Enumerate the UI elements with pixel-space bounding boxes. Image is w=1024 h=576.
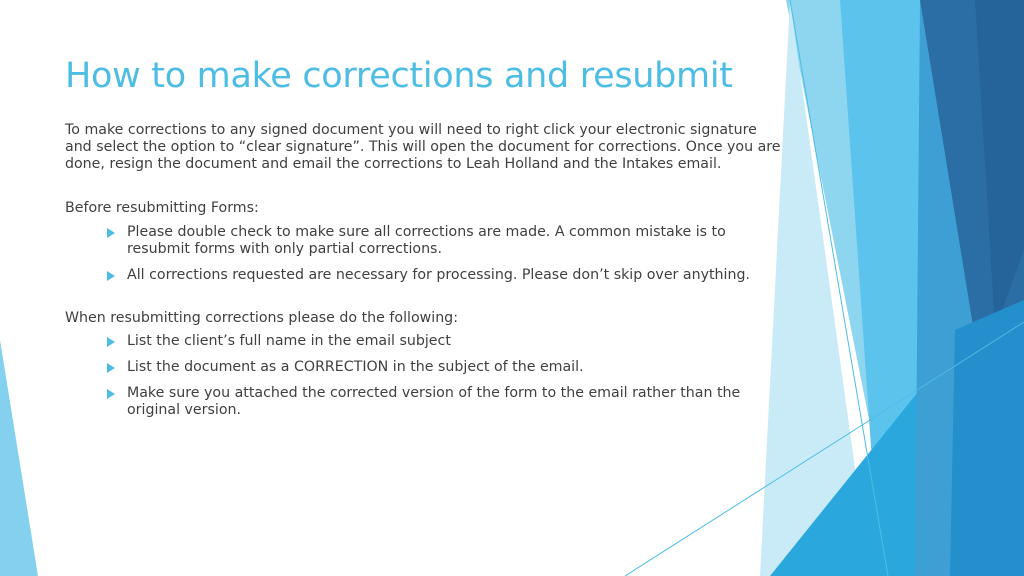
slide-body [65, 122, 785, 428]
intro-paragraph: To make corrections to any signed document you will need to right click your electronic signature and select the option to “clear signature”. This will open the document for corrections. Once you are done, resign the document and email the corrections to Leah Holland and the Intakes email. [65, 122, 781, 172]
triangle-bullet-icon [107, 389, 115, 399]
bullet-list-before-resubmitting [65, 224, 785, 283]
triangle-bullet-icon [107, 271, 115, 281]
left-accent-shape [0, 340, 38, 576]
list-item-text: Make sure you attached the corrected version of the form to the email rather than the original version. [127, 384, 741, 418]
list-item-text: Please double check to make sure all corrections are made. A common mistake is to resubmit forms with only partial corrections. [127, 224, 726, 257]
list-item [127, 267, 785, 284]
list-item [127, 385, 785, 419]
bullet-list-when-resubmitting [65, 333, 785, 418]
section-heading-when-resubmitting: When resubmitting corrections please do the following: [65, 309, 458, 326]
right-panel-lower [950, 300, 1024, 576]
triangle-bullet-icon [107, 228, 115, 238]
page-title: How to make corrections and resubmit [65, 56, 733, 96]
list-item [127, 333, 785, 350]
list-item [127, 359, 785, 376]
list-item-text: List the client’s full name in the email subject [127, 333, 451, 350]
list-item-text: All corrections requested are necessary for processing. Please don’t skip over anything. [127, 266, 750, 283]
triangle-bullet-icon [107, 337, 115, 347]
list-item [127, 224, 785, 258]
triangle-bullet-icon [107, 363, 115, 373]
list-item-text: List the document as a CORRECTION in the subject of the email. [127, 359, 584, 376]
section-heading-before-resubmitting: Before resubmitting Forms: [65, 200, 259, 217]
